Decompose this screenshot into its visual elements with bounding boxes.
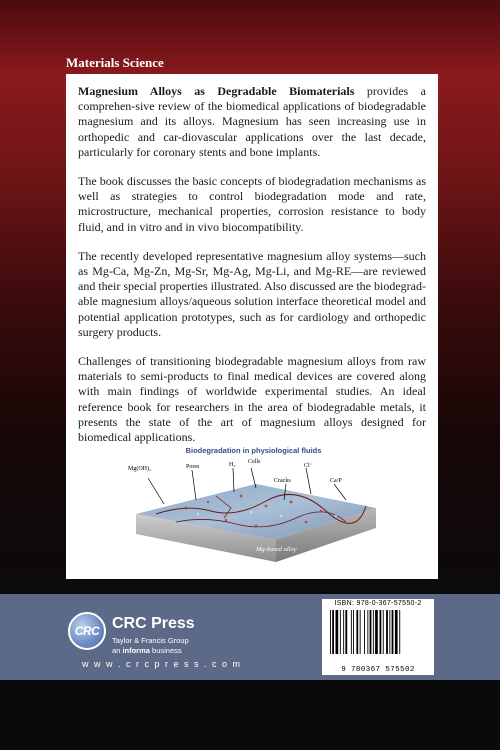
- description-paragraph-2: The book discusses the basic concepts of biodegradation mechanisms as well as strategies to control biodegradation mode and rate, microstructure, mechanical properties, corrosion resistance to body fluid, and in vitro and in vivo biocompatibility.: [78, 174, 426, 234]
- barcode-bars-icon: [328, 610, 428, 664]
- label-pores: Pores: [186, 464, 200, 470]
- publisher-subtitle: [112, 636, 189, 656]
- description-paragraph-3: The recently developed representative magnesium alloy systems—such as Mg-Ca, Mg-Zn, Mg-Sr, Mg-Ag, Mg-Li, and Mg-RE—are reviewed and their special properties illustrated. Also discussed are the biodegrad-able magnesium alloys/aqueous solution interface theoretical model and potential application prototypes, such as for cardiology and orthopedic surgery products.: [78, 248, 426, 339]
- barcode-digits: 9 780367 575502: [341, 666, 415, 674]
- publisher-name: CRC Press: [112, 615, 195, 632]
- figure-title: Biodegradation in physiological fluids: [185, 446, 322, 455]
- category-label: Materials Science: [66, 55, 164, 70]
- label-h2: H₂: [229, 462, 236, 468]
- label-mgoh2: Mg(OH)₂: [128, 466, 152, 472]
- label-cracks: Cracks: [274, 478, 291, 484]
- publisher-business: an informa business: [112, 646, 182, 655]
- publisher-url: w w w . c r c p r e s s . c o m: [82, 659, 242, 669]
- alloy-block-illustration: [116, 456, 391, 568]
- biodegradation-figure: [116, 446, 391, 568]
- description-panel: [66, 74, 438, 579]
- isbn-text: ISBN: 978-0-367-57550-2: [334, 600, 422, 607]
- book-title: Magnesium Alloys as Degradable Biomaterials: [78, 84, 355, 98]
- logo-text: CRC: [74, 624, 100, 638]
- label-cap: Ca/P: [330, 478, 342, 484]
- paragraph-1-text: provides a comprehen-sive review of the biomedical applications of biodegradable magnesium and its alloys. Magnesium has seen increasing use in orthopedic and car-diovascular applications over the last decade, particularly for coronary stents and bone implants.: [78, 84, 426, 159]
- label-cl: Cl⁻: [304, 463, 313, 469]
- description-paragraph-1: [78, 84, 426, 160]
- publisher-group: Taylor & Francis Group: [112, 636, 189, 645]
- description-paragraph-4: Challenges of transitioning biodegradable magnesium alloys from raw materials to semi-products to final medical devices are covered along with main findings of worldwide experimental studies. An ideal reference book for researchers in the area of biodegradable metals, it presents the state of the art of magnesium alloys designed for biomedical applications.: [78, 354, 426, 445]
- label-cells: Cells: [248, 459, 261, 465]
- label-alloy: Mg-based alloy: [256, 546, 297, 553]
- crc-logo-icon: [68, 612, 106, 650]
- barcode: [322, 599, 434, 675]
